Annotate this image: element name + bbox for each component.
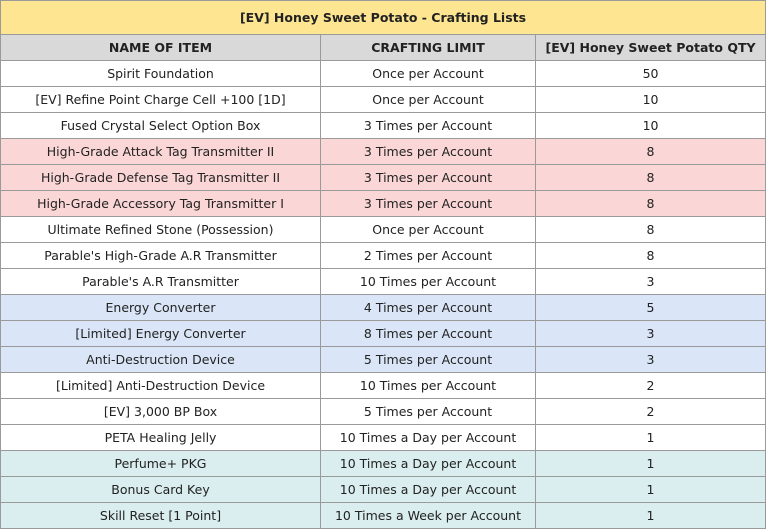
cell-crafting-limit: 10 Times a Week per Account	[321, 503, 536, 529]
table-row	[1, 217, 766, 243]
cell-qty: 1	[536, 477, 766, 503]
cell-crafting-limit: 3 Times per Account	[321, 139, 536, 165]
cell-item-name: Parable's High-Grade A.R Transmitter	[1, 243, 321, 269]
cell-crafting-limit: 3 Times per Account	[321, 113, 536, 139]
cell-crafting-limit: 2 Times per Account	[321, 243, 536, 269]
cell-qty: 3	[536, 269, 766, 295]
cell-item-name: High-Grade Accessory Tag Transmitter I	[1, 191, 321, 217]
cell-crafting-limit: 10 Times per Account	[321, 269, 536, 295]
cell-qty: 8	[536, 191, 766, 217]
cell-crafting-limit: 8 Times per Account	[321, 321, 536, 347]
cell-qty: 10	[536, 113, 766, 139]
cell-qty: 8	[536, 139, 766, 165]
cell-crafting-limit: 3 Times per Account	[321, 191, 536, 217]
table-row	[1, 451, 766, 477]
cell-crafting-limit: 5 Times per Account	[321, 347, 536, 373]
table-row	[1, 347, 766, 373]
table-row	[1, 321, 766, 347]
table-row	[1, 243, 766, 269]
cell-crafting-limit: 10 Times a Day per Account	[321, 425, 536, 451]
cell-item-name: Anti-Destruction Device	[1, 347, 321, 373]
cell-item-name: Energy Converter	[1, 295, 321, 321]
table-row	[1, 61, 766, 87]
cell-qty: 2	[536, 399, 766, 425]
table-row	[1, 87, 766, 113]
cell-item-name: High-Grade Attack Tag Transmitter II	[1, 139, 321, 165]
cell-qty: 8	[536, 217, 766, 243]
cell-qty: 8	[536, 165, 766, 191]
cell-qty: 3	[536, 321, 766, 347]
header-qty: [EV] Honey Sweet Potato QTY	[536, 35, 766, 61]
cell-qty: 50	[536, 61, 766, 87]
cell-crafting-limit: 3 Times per Account	[321, 165, 536, 191]
cell-crafting-limit: 10 Times a Day per Account	[321, 451, 536, 477]
table-row	[1, 399, 766, 425]
cell-crafting-limit: 5 Times per Account	[321, 399, 536, 425]
cell-item-name: Perfume+ PKG	[1, 451, 321, 477]
cell-crafting-limit: 10 Times per Account	[321, 373, 536, 399]
cell-item-name: PETA Healing Jelly	[1, 425, 321, 451]
cell-item-name: [Limited] Anti-Destruction Device	[1, 373, 321, 399]
cell-item-name: Bonus Card Key	[1, 477, 321, 503]
cell-qty: 5	[536, 295, 766, 321]
cell-qty: 1	[536, 425, 766, 451]
table-row	[1, 139, 766, 165]
table-body	[1, 61, 766, 529]
cell-item-name: Fused Crystal Select Option Box	[1, 113, 321, 139]
table-row	[1, 191, 766, 217]
cell-qty: 8	[536, 243, 766, 269]
table-row	[1, 165, 766, 191]
table-row	[1, 373, 766, 399]
cell-crafting-limit: Once per Account	[321, 87, 536, 113]
cell-qty: 3	[536, 347, 766, 373]
cell-qty: 1	[536, 503, 766, 529]
cell-item-name: Skill Reset [1 Point]	[1, 503, 321, 529]
cell-item-name: Parable's A.R Transmitter	[1, 269, 321, 295]
table-row	[1, 477, 766, 503]
table-row	[1, 113, 766, 139]
table-row	[1, 295, 766, 321]
cell-crafting-limit: Once per Account	[321, 61, 536, 87]
cell-item-name: [Limited] Energy Converter	[1, 321, 321, 347]
cell-qty: 1	[536, 451, 766, 477]
table-row	[1, 425, 766, 451]
cell-qty: 2	[536, 373, 766, 399]
cell-crafting-limit: 4 Times per Account	[321, 295, 536, 321]
cell-crafting-limit: Once per Account	[321, 217, 536, 243]
cell-item-name: [EV] Refine Point Charge Cell +100 [1D]	[1, 87, 321, 113]
cell-item-name: [EV] 3,000 BP Box	[1, 399, 321, 425]
cell-item-name: High-Grade Defense Tag Transmitter II	[1, 165, 321, 191]
cell-item-name: Ultimate Refined Stone (Possession)	[1, 217, 321, 243]
header-crafting-limit: CRAFTING LIMIT	[321, 35, 536, 61]
cell-item-name: Spirit Foundation	[1, 61, 321, 87]
table-title: [EV] Honey Sweet Potato - Crafting Lists	[1, 1, 766, 35]
table-row	[1, 269, 766, 295]
header-item-name: NAME OF ITEM	[1, 35, 321, 61]
table-row	[1, 503, 766, 529]
cell-crafting-limit: 10 Times a Day per Account	[321, 477, 536, 503]
cell-qty: 10	[536, 87, 766, 113]
